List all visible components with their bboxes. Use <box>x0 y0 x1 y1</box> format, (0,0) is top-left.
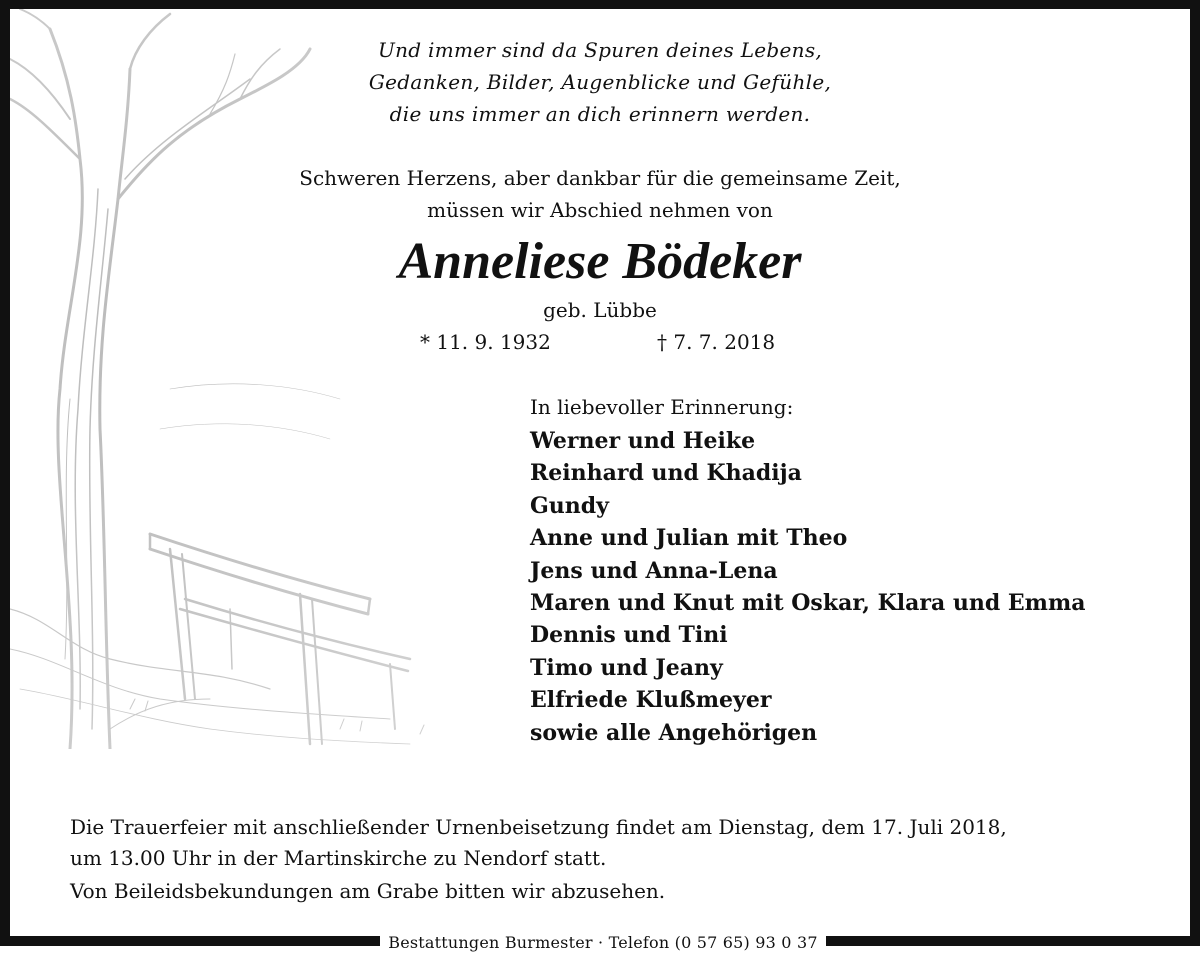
poem-line: die uns immer an dich erinnern werden. <box>389 102 811 126</box>
service-line: um 13.00 Uhr in der Martinskirche zu Nendorf statt. <box>70 846 607 870</box>
birth-date: * 11. 9. 1932 <box>420 330 551 354</box>
border-left <box>0 0 10 946</box>
poem-line: Gedanken, Bilder, Augenblicke und Gefühle, <box>368 70 832 94</box>
poem-line: Und immer sind da Spuren deines Lebens, <box>377 38 823 62</box>
mourner-name: Gundy <box>530 492 609 519</box>
mourner-name: sowie alle Angehörigen <box>530 719 818 746</box>
mourner-name: Anne und Julian mit Theo <box>530 525 848 552</box>
mourners-heading: In liebevoller Erinnerung: <box>530 395 794 419</box>
mourner-name: Jens und Anna-Lena <box>530 557 778 584</box>
mourners-list <box>530 425 1085 749</box>
mourner-name: Maren und Knut mit Oskar, Klara und Emma <box>530 590 1086 617</box>
death-date: † 7. 7. 2018 <box>657 330 776 354</box>
intro-text <box>230 162 970 226</box>
maiden-name: geb. Lübbe <box>543 298 657 322</box>
border-top <box>0 0 1200 9</box>
mourner-name: Elfriede Klußmeyer <box>530 687 772 714</box>
mourner-name: Timo und Jeany <box>530 654 723 681</box>
service-line: Die Trauerfeier mit anschließender Urnenbeisetzung findet am Dienstag, dem 17. Juli 2018, <box>70 815 1007 839</box>
poem <box>250 34 950 130</box>
funeral-service-info <box>70 812 1160 874</box>
mourner-name: Werner und Heike <box>530 428 756 454</box>
intro-line: müssen wir Abschied nehmen von <box>427 198 773 222</box>
deceased-name: Anneliese Bödeker <box>398 233 802 290</box>
intro-line: Schweren Herzens, aber dankbar für die gemeinsame Zeit, <box>299 166 901 190</box>
mourner-name: Reinhard und Khadija <box>530 460 802 487</box>
border-right <box>1190 0 1200 946</box>
mourner-name: Dennis und Tini <box>530 622 728 649</box>
funeral-home-footer: Bestattungen Burmester · Telefon (0 57 65) 93 0 37 <box>380 932 826 954</box>
condolence-note: Von Beileidsbekundungen am Grabe bitten wir abzusehen. <box>70 879 666 903</box>
